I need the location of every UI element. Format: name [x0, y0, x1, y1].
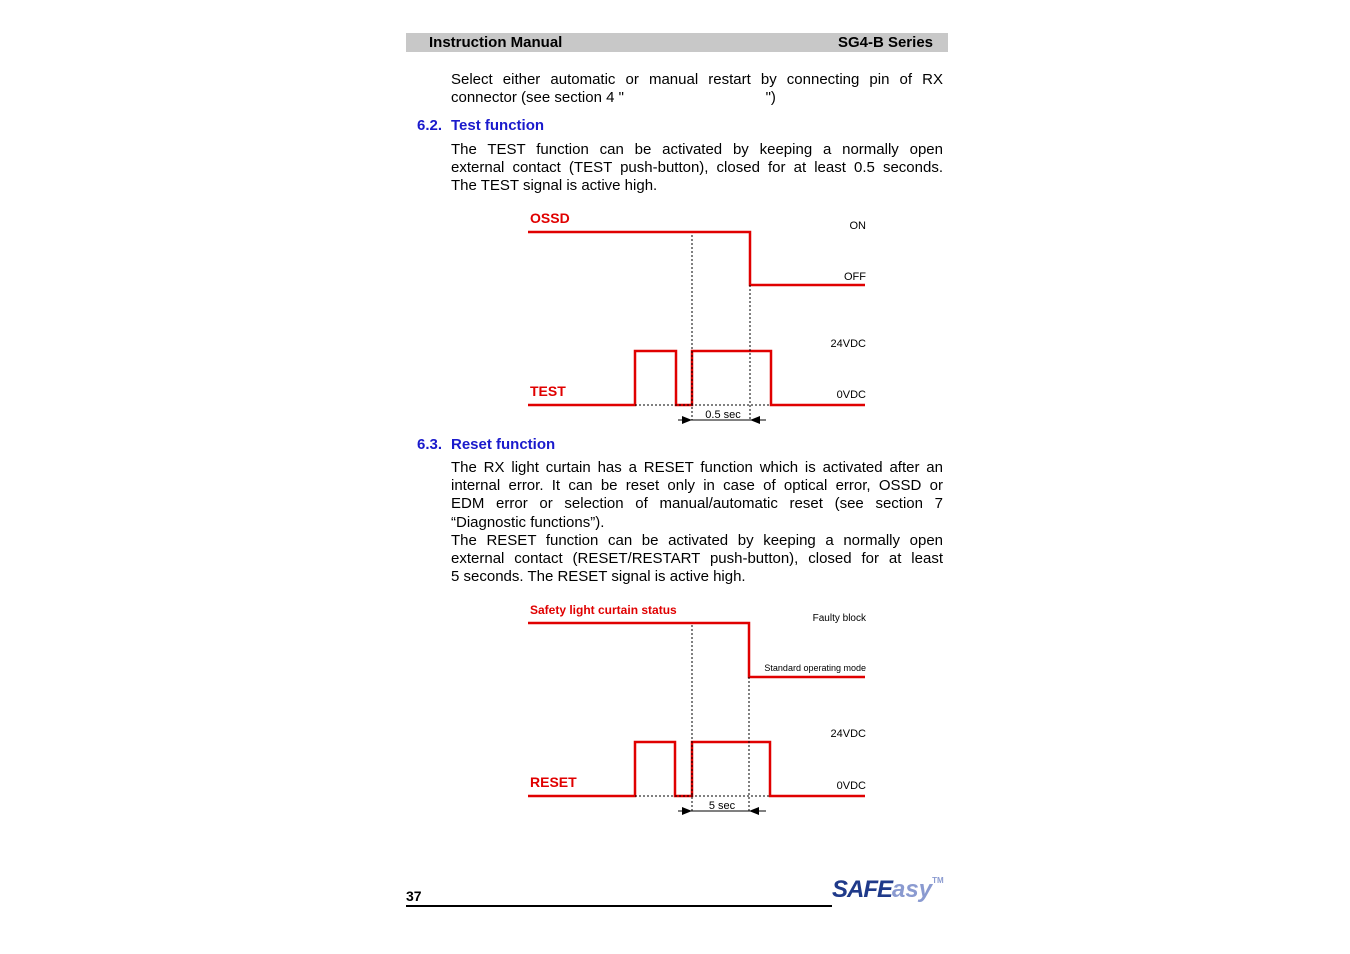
intro-paragraph: [451, 71, 943, 107]
text-line: EDM error or selection of manual/automatic reset (see section 7: [451, 495, 943, 513]
voltage-low-label: 0VDC: [836, 780, 866, 792]
state-low-label: Standard operating mode: [764, 663, 866, 673]
reset-paragraph: [451, 459, 943, 586]
test-signal-line: [528, 351, 865, 405]
intro-line: Select either automatic or manual restart by connecting pin of RX: [451, 71, 943, 88]
logo-tm: TM: [932, 876, 944, 885]
diagram-bottom-label: TEST: [530, 383, 566, 399]
text-line: The RX light curtain has a RESET function which is activated after an: [451, 459, 943, 476]
diagram-top-label: OSSD: [530, 210, 570, 226]
state-low-label: OFF: [844, 271, 866, 283]
duration-label: 0.5 sec: [705, 409, 741, 421]
text-line: The TEST function can be activated by keeping a normally open: [451, 141, 943, 158]
duration-label: 5 sec: [708, 800, 736, 812]
voltage-high-label: 24VDC: [830, 338, 866, 350]
text-line: internal error. It can be reset only in case of optical error, OSSD or: [451, 477, 943, 495]
reset-timing-diagram: [520, 597, 880, 822]
reset-signal-line: [528, 742, 865, 796]
ossd-signal-line: [528, 232, 865, 285]
section-heading-reset: [417, 436, 555, 453]
safeasy-logo: [832, 876, 944, 904]
section-heading-test: [417, 117, 544, 134]
test-paragraph: [451, 141, 943, 196]
diagram-top-label: Safety light curtain status: [530, 603, 677, 617]
page-header: [406, 33, 948, 52]
state-high-label: Faulty block: [812, 613, 866, 624]
state-high-label: ON: [849, 220, 866, 232]
text-line: “Diagnostic functions”).: [451, 513, 605, 531]
diagram-bottom-label: RESET: [530, 774, 577, 790]
arrow-head-icon: [749, 807, 759, 815]
arrow-head-icon: [750, 416, 760, 424]
page-number: 37: [406, 888, 422, 904]
arrow-head-icon: [682, 416, 692, 424]
text-line: The TEST signal is active high.: [451, 177, 658, 195]
text-line: external contact (RESET/RESTART push-button), closed for at least: [451, 550, 943, 568]
text-line: The RESET function can be activated by keeping a normally open: [451, 531, 943, 549]
voltage-low-label: 0VDC: [836, 389, 866, 401]
text-line: 5 seconds. The RESET signal is active high.: [451, 568, 746, 586]
logo-safe: SAFE: [832, 876, 893, 903]
section-title: Test function: [451, 117, 545, 134]
section-number: 6.3.: [417, 436, 443, 453]
logo-asy: asy: [892, 876, 933, 903]
intro-line: connector (see section 4 " "): [451, 89, 776, 107]
arrow-head-icon: [682, 807, 692, 815]
voltage-high-label: 24VDC: [830, 728, 866, 740]
header-title: Instruction Manual: [429, 34, 563, 51]
test-timing-diagram: [520, 205, 880, 430]
text-line: external contact (TEST push-button), closed for at least 0.5 seconds.: [451, 159, 943, 177]
section-title: Reset function: [451, 436, 556, 453]
footer-rule: [406, 905, 832, 907]
header-series: SG4-B Series: [837, 34, 933, 51]
section-number: 6.2.: [417, 117, 443, 134]
